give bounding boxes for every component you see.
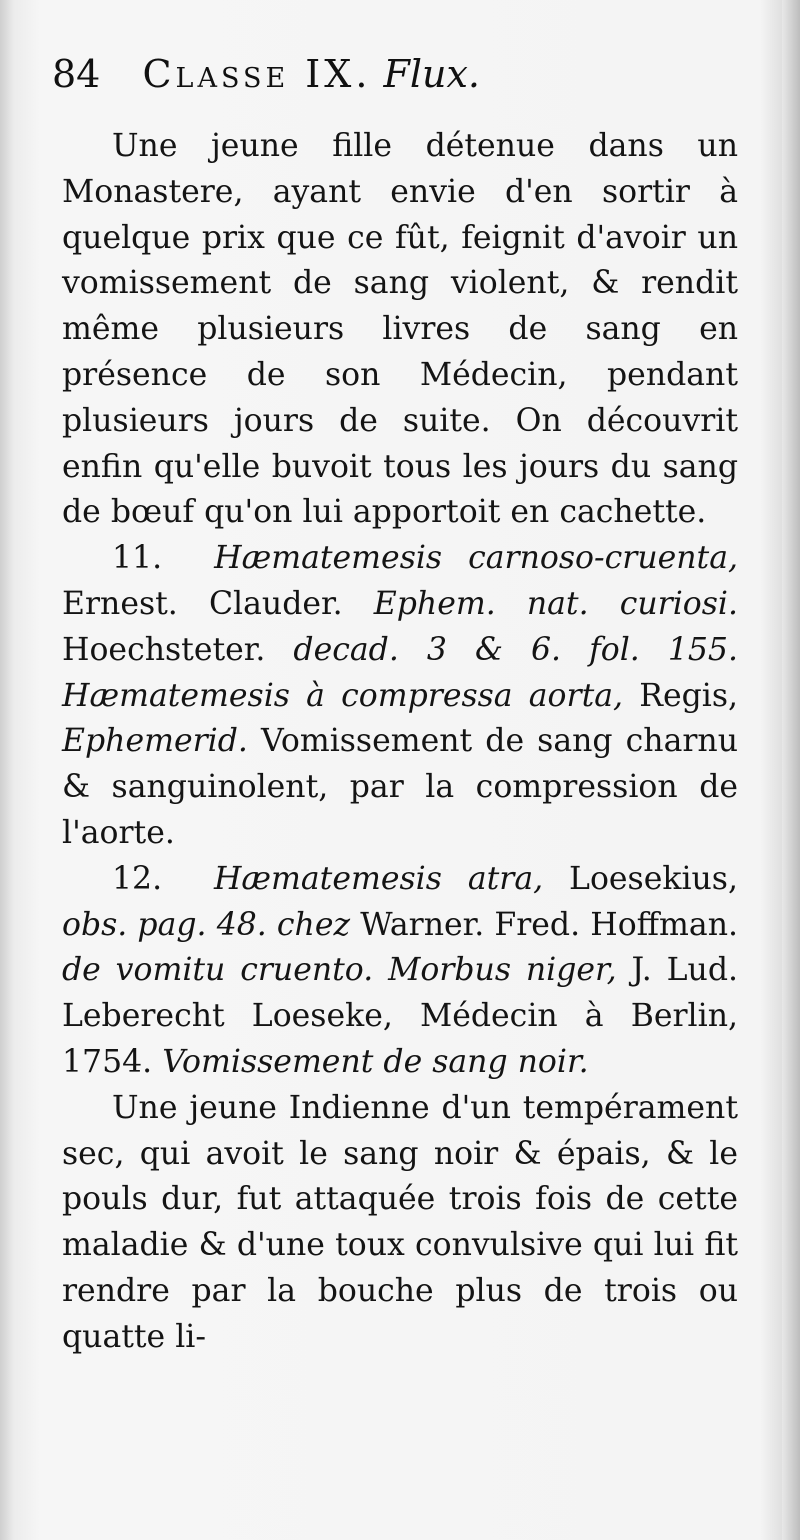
paragraph-4: Une jeune Indienne d'un tempérament sec, qui avoit le sang noir & épais, & le pouls dur, fut attaquée trois fois de cette maladie & d'une toux convulsive qui lui fit rendre par la bouche plus de trois ou quatte li-: [62, 1089, 738, 1355]
page-edge-shadow: [782, 0, 800, 1540]
citation-text: Regis,: [623, 677, 739, 714]
species-name-aorta: Hæmatemesis à compressa aorta,: [62, 677, 624, 714]
citation-text: Hoechsteter.: [62, 631, 294, 668]
description-italic: Vomissement de sang noir.: [162, 1043, 589, 1080]
paragraph-3: [62, 857, 738, 1086]
citation-italic: Ephem. nat. curiosi.: [373, 585, 738, 622]
paragraph-2: [62, 536, 738, 857]
page-body: [62, 124, 738, 1361]
citation-italic: de vomitu cruento. Morbus niger,: [62, 952, 617, 989]
citation-text: J. Lud. Leberecht Loeseke, Médecin à Berlin, 1754.: [62, 952, 738, 1080]
description-text: Vomissement de sang charnu & sanguinolent, par la compression de l'aorte.: [62, 723, 738, 851]
species-name-carnoso: Hæmatemesis carnoso-cruenta,: [214, 540, 738, 577]
citation-italic: Ephemerid.: [62, 723, 248, 760]
citation-italic: decad. 3 & 6. fol. 155.: [293, 631, 738, 668]
paragraph-1: Une jeune fille détenue dans un Monastere, ayant envie d'en sortir à quelque prix que ce fût, feignit d'avoir un vomissement de sang violent, & rendit même plusieurs livres de sang en présence de son Médecin, pendant plusieurs jours de suite. On découvrit enfin qu'elle buvoit tous les jours du sang de bœuf qu'on lui apportoit en cachette.: [62, 128, 738, 531]
entry-number-12: 12.: [112, 860, 163, 897]
species-name-atra: Hæmatemesis atra,: [213, 860, 544, 897]
page-number: 84: [52, 52, 101, 96]
citation-text: Warner. Fred. Hoffman.: [350, 906, 738, 943]
citation-text: Loesekius,: [543, 860, 738, 897]
section-title: Flux.: [383, 52, 481, 96]
citation-text: Ernest. Clauder.: [62, 585, 374, 622]
running-head: [52, 52, 752, 96]
classe-title: Classe IX.: [142, 52, 372, 96]
citation-italic: obs. pag. 48. chez: [62, 906, 351, 943]
entry-number-11: 11.: [112, 540, 163, 577]
